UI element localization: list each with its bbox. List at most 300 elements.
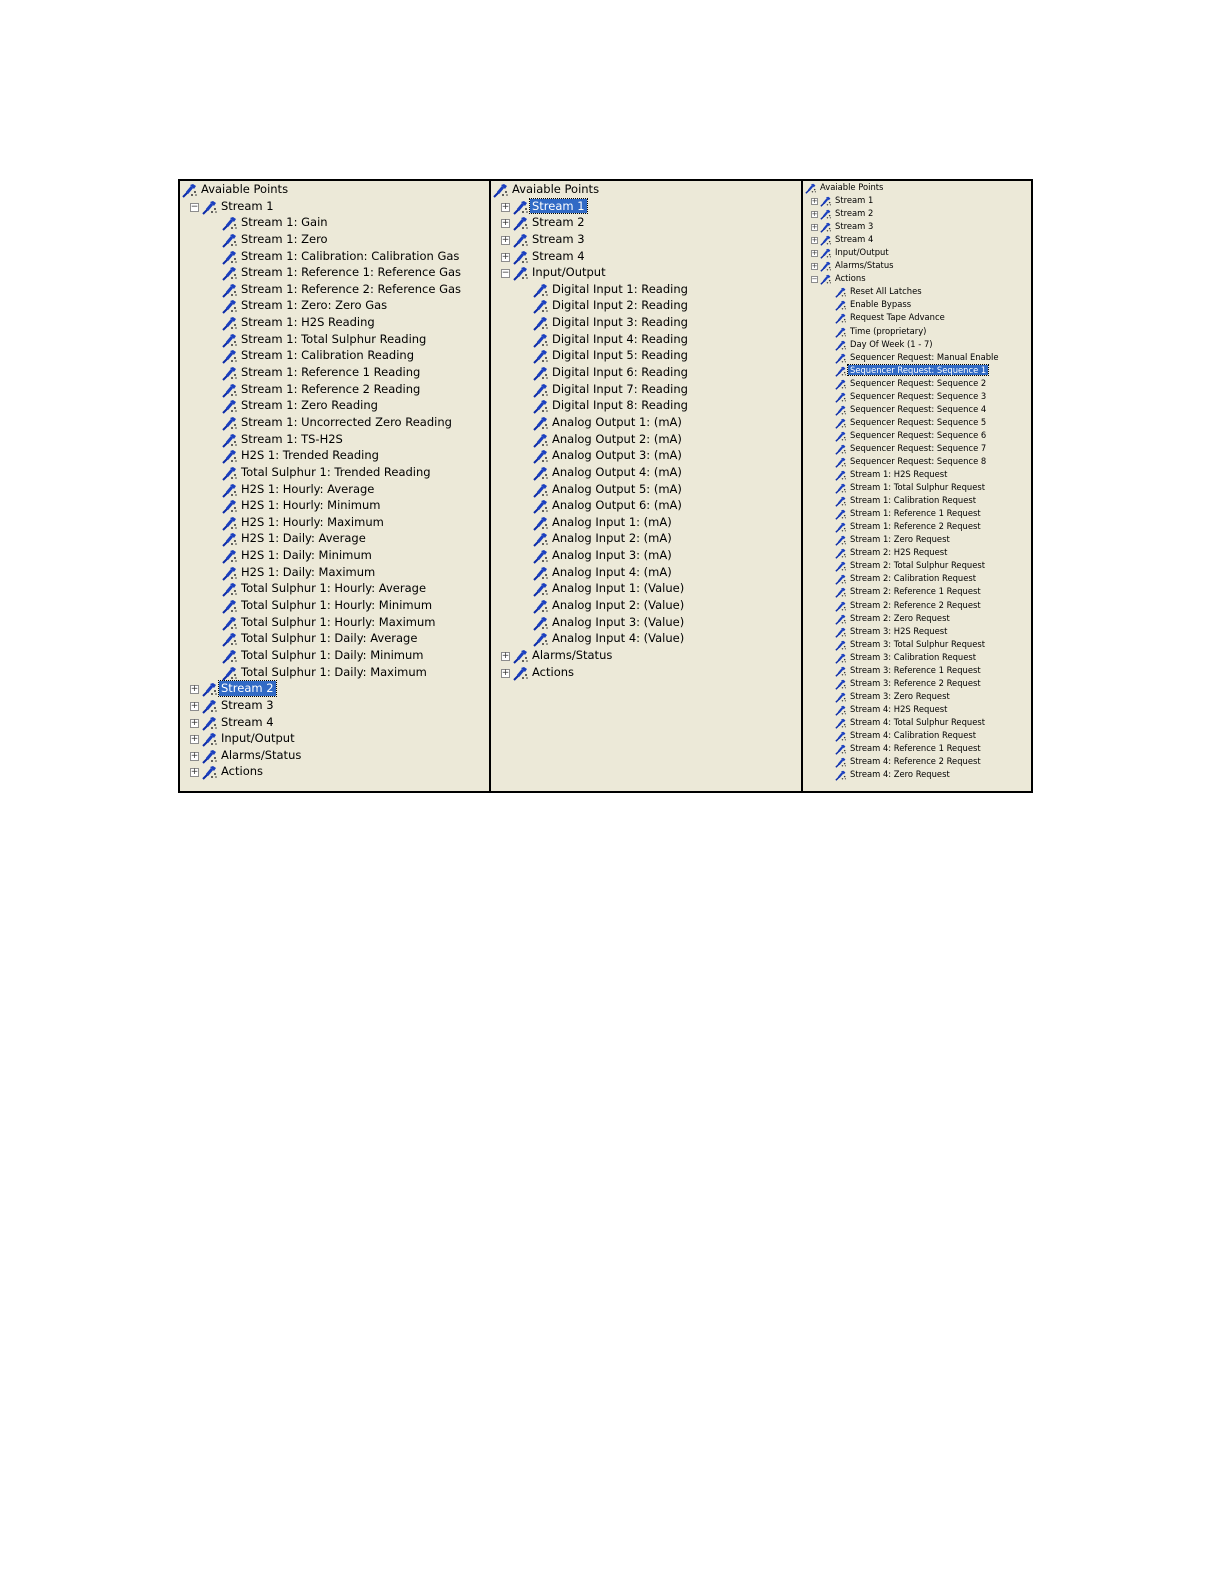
tree-item-label: Sequencer Request: Sequence 1 — [850, 364, 987, 375]
tree-item-label: Sequencer Request: Sequence 5 — [850, 416, 987, 427]
tree-leaf-item[interactable] — [803, 299, 1031, 312]
points-node-icon — [835, 405, 847, 416]
expand-icon[interactable]: + — [190, 684, 199, 695]
points-node-icon — [835, 601, 847, 612]
tree-leaf-item[interactable] — [491, 282, 801, 299]
tree-leaf-item[interactable] — [803, 508, 1031, 521]
tree-item-label: Stream 4: H2S Request — [850, 703, 948, 714]
tree-leaf-item[interactable] — [491, 548, 801, 565]
tree-leaf-item[interactable] — [803, 534, 1031, 547]
tree-leaf-item[interactable] — [803, 482, 1031, 495]
points-node-icon — [533, 616, 549, 631]
tree-item-label: Analog Input 2: (Value) — [552, 598, 685, 613]
tree-item-label: Analog Input 2: (mA) — [552, 531, 672, 546]
tree-leaf-item[interactable] — [180, 382, 489, 399]
tree-item-label: Stream 1: Reference 1: Reference Gas — [241, 265, 462, 280]
tree-group-node[interactable] — [491, 265, 801, 282]
points-node-icon — [835, 300, 847, 311]
tree-item-label: Digital Input 6: Reading — [552, 365, 688, 380]
tree-item-label: Total Sulphur 1: Hourly: Maximum — [241, 614, 436, 629]
tree-item-label: Stream 1: Zero Reading — [241, 398, 378, 413]
points-node-icon — [835, 614, 847, 625]
tree-group-node[interactable] — [491, 249, 801, 266]
tree-leaf-item[interactable] — [491, 298, 801, 315]
tree-leaf-item[interactable] — [180, 332, 489, 349]
tree-leaf-item[interactable] — [180, 398, 489, 415]
tree-item-label: Analog Input 3: (Value) — [552, 614, 685, 629]
tree-leaf-item[interactable] — [491, 382, 801, 399]
tree-item-label: Stream 3 — [835, 221, 874, 232]
tree-leaf-item[interactable] — [180, 665, 489, 682]
tree-group-node[interactable] — [180, 715, 489, 732]
tree-item-label: Sequencer Request: Sequence 7 — [850, 442, 987, 453]
tree-item-label: Total Sulphur 1: Daily: Maximum — [241, 664, 427, 679]
points-node-icon — [835, 535, 847, 546]
tree-leaf-item[interactable] — [180, 415, 489, 432]
tree-item-label: Avaiable Points — [512, 182, 600, 196]
tree-item-label: Sequencer Request: Sequence 4 — [850, 403, 987, 414]
tree-item-label: Stream 4: Reference 2 Request — [850, 756, 981, 767]
tree-item-label: Stream 4 — [221, 714, 274, 729]
points-node-icon — [222, 599, 238, 614]
tree-item-label: Stream 3 — [532, 231, 585, 246]
tree-leaf-item[interactable] — [180, 249, 489, 266]
tree-item-label: Day Of Week (1 - 7) — [850, 338, 933, 349]
tree-item-label: Stream 1: Reference 1 Request — [850, 508, 981, 519]
tree-group-node[interactable] — [180, 698, 489, 715]
tree-item-label: Stream 4: Calibration Request — [850, 729, 977, 740]
points-node-icon — [533, 299, 549, 314]
points-node-icon — [835, 679, 847, 690]
tree-leaf-item[interactable] — [803, 743, 1031, 756]
tree-leaf-item[interactable] — [803, 691, 1031, 704]
tree-item-label: Total Sulphur 1: Daily: Average — [241, 631, 418, 646]
points-node-icon — [835, 340, 847, 351]
tree-leaf-item[interactable] — [803, 339, 1031, 352]
points-node-icon — [222, 649, 238, 664]
tree-item-label: Digital Input 7: Reading — [552, 381, 688, 396]
points-node-icon — [835, 574, 847, 585]
expand-icon[interactable]: + — [501, 251, 510, 262]
tree-group-node[interactable] — [180, 681, 489, 698]
tree-leaf-item[interactable] — [803, 365, 1031, 378]
points-node-icon — [835, 744, 847, 755]
tree-root[interactable] — [180, 182, 489, 199]
collapse-icon[interactable]: − — [811, 275, 818, 284]
points-node-icon — [835, 327, 847, 338]
tree-leaf-item[interactable] — [180, 615, 489, 632]
tree-leaf-item[interactable] — [803, 573, 1031, 586]
tree-leaf-item[interactable] — [803, 613, 1031, 626]
tree-item-label: Analog Output 2: (mA) — [552, 431, 682, 446]
tree-leaf-item[interactable] — [803, 378, 1031, 391]
tree-leaf-item[interactable] — [491, 515, 801, 532]
tree-item-label: Total Sulphur 1: Hourly: Average — [241, 581, 427, 596]
tree-item-label: Actions — [221, 764, 264, 779]
tree-item-label: Digital Input 5: Reading — [552, 348, 688, 363]
tree-leaf-item[interactable] — [491, 315, 801, 332]
tree-leaf-item[interactable] — [803, 312, 1031, 325]
tree-item-label: Stream 1: TS-H2S — [241, 431, 343, 446]
points-node-icon — [222, 383, 238, 398]
tree-leaf-item[interactable] — [491, 465, 801, 482]
tree-item-label: Stream 1: Total Sulphur Request — [850, 482, 986, 493]
points-node-icon — [222, 449, 238, 464]
tree-leaf-item[interactable] — [803, 469, 1031, 482]
tree-leaf-item[interactable] — [491, 581, 801, 598]
points-node-icon — [222, 549, 238, 564]
tree-item-label: Stream 2: Calibration Request — [850, 573, 977, 584]
points-node-icon — [820, 209, 832, 220]
expand-icon[interactable]: + — [811, 262, 818, 271]
tree-leaf-item[interactable] — [491, 415, 801, 432]
tree-leaf-item[interactable] — [180, 581, 489, 598]
points-node-icon — [835, 313, 847, 324]
tree-leaf-item[interactable] — [180, 232, 489, 249]
points-node-icon — [835, 627, 847, 638]
tree-leaf-item[interactable] — [180, 531, 489, 548]
tree-leaf-item[interactable] — [491, 348, 801, 365]
points-node-icon — [835, 418, 847, 429]
tree-leaf-item[interactable] — [180, 448, 489, 465]
tree-item-label: Sequencer Request: Sequence 6 — [850, 429, 987, 440]
tree-item-label: Alarms/Status — [532, 647, 613, 662]
tree-item-label: Stream 1: Calibration: Calibration Gas — [241, 248, 460, 263]
collapse-icon[interactable]: − — [190, 201, 199, 212]
expand-icon[interactable]: + — [190, 767, 199, 778]
points-node-icon — [222, 366, 238, 381]
tree-item-label: Sequencer Request: Sequence 2 — [850, 377, 987, 388]
tree-leaf-item[interactable] — [803, 704, 1031, 717]
points-node-icon — [202, 716, 218, 731]
tree-leaf-item[interactable] — [803, 326, 1031, 339]
points-node-icon — [835, 561, 847, 572]
tree-group-node[interactable] — [803, 221, 1031, 234]
expand-icon[interactable]: + — [501, 667, 510, 678]
points-node-icon — [222, 266, 238, 281]
points-node-icon — [202, 765, 218, 780]
tree-item-label: Input/Output — [532, 265, 606, 280]
points-node-icon — [202, 200, 218, 215]
tree-group-node[interactable] — [491, 232, 801, 249]
expand-icon[interactable]: + — [811, 236, 818, 245]
tree-leaf-item[interactable] — [180, 548, 489, 565]
tree-leaf-item[interactable] — [180, 265, 489, 282]
tree-leaf-item[interactable] — [491, 448, 801, 465]
points-node-icon — [222, 333, 238, 348]
tree-leaf-item[interactable] — [180, 482, 489, 499]
tree-leaf-item[interactable] — [803, 717, 1031, 730]
points-node-icon — [533, 566, 549, 581]
tree-leaf-item[interactable] — [491, 531, 801, 548]
tree-item-label: Stream 4 — [835, 234, 874, 245]
tree-leaf-item[interactable] — [491, 365, 801, 382]
points-node-icon — [835, 287, 847, 298]
points-node-icon — [222, 416, 238, 431]
tree-item-label: Stream 2 — [221, 681, 274, 696]
points-node-icon — [820, 196, 832, 207]
points-node-icon — [222, 516, 238, 531]
points-node-icon — [835, 705, 847, 716]
tree-item-label: Stream 1: Gain — [241, 215, 328, 230]
tree-leaf-item[interactable] — [803, 756, 1031, 769]
tree-leaf-item[interactable] — [180, 298, 489, 315]
points-node-icon — [513, 649, 529, 664]
points-node-icon — [222, 299, 238, 314]
expand-icon[interactable]: + — [190, 750, 199, 761]
points-node-icon — [222, 216, 238, 231]
points-node-icon — [222, 499, 238, 514]
tree-item-label: Stream 1: Reference 2 Request — [850, 521, 981, 532]
tree-group-node[interactable] — [180, 764, 489, 781]
tree-leaf-item[interactable] — [180, 282, 489, 299]
points-node-icon — [820, 248, 832, 259]
tree-group-node[interactable] — [803, 260, 1031, 273]
points-node-icon — [222, 250, 238, 265]
expand-icon[interactable]: + — [501, 234, 510, 245]
tree-item-label: Avaiable Points — [201, 182, 289, 196]
tree-group-node[interactable] — [803, 247, 1031, 260]
points-node-icon — [835, 483, 847, 494]
tree-leaf-item[interactable] — [491, 432, 801, 449]
points-node-icon — [533, 466, 549, 481]
points-node-icon — [820, 261, 832, 272]
tree-leaf-item[interactable] — [491, 631, 801, 648]
points-node-icon — [533, 549, 549, 564]
tree-group-node[interactable] — [180, 748, 489, 765]
points-node-icon — [533, 516, 549, 531]
tree-leaf-item[interactable] — [803, 495, 1031, 508]
points-node-icon — [835, 457, 847, 468]
tree-leaf-item[interactable] — [491, 615, 801, 632]
points-node-icon — [835, 731, 847, 742]
tree-item-label: Analog Output 3: (mA) — [552, 448, 682, 463]
tree-leaf-item[interactable] — [803, 547, 1031, 560]
tree-leaf-item[interactable] — [180, 432, 489, 449]
tree-item-label: Stream 2: Zero Request — [850, 612, 950, 623]
tree-leaf-item[interactable] — [180, 215, 489, 232]
tree-leaf-item[interactable] — [803, 521, 1031, 534]
tree-leaf-item[interactable] — [803, 769, 1031, 782]
tree-leaf-item[interactable] — [803, 626, 1031, 639]
tree-item-label: H2S 1: Daily: Maximum — [241, 564, 376, 579]
points-node-icon — [222, 399, 238, 414]
tree-leaf-item[interactable] — [491, 482, 801, 499]
tree-item-label: Alarms/Status — [221, 747, 302, 762]
tree-item-label: Stream 1: Zero: Zero Gas — [241, 298, 388, 313]
tree-panel-middle — [489, 179, 803, 793]
points-node-icon — [222, 283, 238, 298]
tree-item-label: Stream 3 — [221, 697, 274, 712]
tree-leaf-item[interactable] — [803, 417, 1031, 430]
tree-leaf-item[interactable] — [180, 515, 489, 532]
tree-group-node[interactable] — [491, 665, 801, 682]
tree-leaf-item[interactable] — [491, 598, 801, 615]
tree-leaf-item[interactable] — [803, 730, 1031, 743]
tree-item-label: Total Sulphur 1: Hourly: Minimum — [241, 598, 433, 613]
tree-leaf-item[interactable] — [491, 398, 801, 415]
points-node-icon — [835, 470, 847, 481]
tree-item-label: Actions — [532, 664, 575, 679]
tree-leaf-item[interactable] — [180, 498, 489, 515]
tree-item-label: Stream 2: H2S Request — [850, 547, 948, 558]
tree-item-label: Total Sulphur 1: Trended Reading — [241, 464, 431, 479]
tree-group-node[interactable] — [491, 215, 801, 232]
expand-icon[interactable]: + — [811, 210, 818, 219]
points-node-icon — [533, 433, 549, 448]
tree-group-node[interactable] — [491, 648, 801, 665]
tree-item-label: H2S 1: Daily: Average — [241, 531, 366, 546]
tree-leaf-item[interactable] — [180, 365, 489, 382]
tree-leaf-item[interactable] — [803, 586, 1031, 599]
points-node-icon — [222, 532, 238, 547]
points-node-icon — [533, 532, 549, 547]
points-node-icon — [533, 599, 549, 614]
points-node-icon — [835, 640, 847, 651]
tree-leaf-item[interactable] — [180, 631, 489, 648]
tree-item-label: Analog Output 5: (mA) — [552, 481, 682, 496]
tree-item-label: Stream 3: Reference 2 Request — [850, 677, 981, 688]
tree-group-node[interactable] — [491, 199, 801, 216]
tree-item-label: Input/Output — [221, 731, 295, 746]
tree-group-node[interactable] — [180, 731, 489, 748]
tree-root[interactable] — [803, 182, 1031, 195]
points-node-icon — [835, 431, 847, 442]
available-points-tree — [180, 181, 489, 781]
points-node-icon — [493, 183, 509, 198]
expand-icon[interactable]: + — [811, 223, 818, 232]
points-node-icon — [820, 222, 832, 233]
tree-item-label: Actions — [835, 273, 866, 284]
tree-leaf-item[interactable] — [803, 665, 1031, 678]
tree-item-label: Stream 4: Zero Request — [850, 769, 950, 780]
tree-item-label: Stream 1: Reference 2: Reference Gas — [241, 281, 462, 296]
expand-icon[interactable]: + — [811, 197, 818, 206]
points-node-icon — [835, 353, 847, 364]
points-node-icon — [222, 632, 238, 647]
tree-leaf-item[interactable] — [803, 456, 1031, 469]
tree-leaf-item[interactable] — [803, 404, 1031, 417]
expand-icon[interactable]: + — [190, 734, 199, 745]
tree-group-node[interactable] — [180, 199, 489, 216]
tree-item-label: Sequencer Request: Sequence 3 — [850, 390, 987, 401]
points-node-icon — [533, 582, 549, 597]
tree-item-label: Stream 2: Total Sulphur Request — [850, 560, 986, 571]
points-node-icon — [533, 483, 549, 498]
tree-leaf-item[interactable] — [803, 639, 1031, 652]
points-node-icon — [182, 183, 198, 198]
tree-item-label: Stream 1: H2S Request — [850, 469, 948, 480]
expand-icon[interactable]: + — [811, 249, 818, 258]
tree-item-label: Digital Input 2: Reading — [552, 298, 688, 313]
tree-leaf-item[interactable] — [180, 648, 489, 665]
tree-leaf-item[interactable] — [803, 560, 1031, 573]
tree-item-label: Digital Input 8: Reading — [552, 398, 688, 413]
expand-icon[interactable]: + — [501, 218, 510, 229]
expand-icon[interactable]: + — [501, 650, 510, 661]
tree-item-label: Sequencer Request: Manual Enable — [850, 351, 999, 362]
tree-leaf-item[interactable] — [803, 430, 1031, 443]
tree-item-label: Input/Output — [835, 247, 889, 258]
tree-item-label: Digital Input 3: Reading — [552, 315, 688, 330]
tree-item-label: Time (proprietary) — [850, 325, 927, 336]
tree-leaf-item[interactable] — [180, 465, 489, 482]
tree-leaf-item[interactable] — [491, 498, 801, 515]
points-node-icon — [835, 770, 847, 781]
points-node-icon — [533, 316, 549, 331]
tree-item-label: Stream 1: Calibration Reading — [241, 348, 415, 363]
tree-leaf-item[interactable] — [803, 600, 1031, 613]
points-node-icon — [835, 496, 847, 507]
tree-leaf-item[interactable] — [180, 348, 489, 365]
tree-group-node[interactable] — [803, 234, 1031, 247]
points-node-icon — [202, 682, 218, 697]
points-node-icon — [222, 349, 238, 364]
points-node-icon — [222, 316, 238, 331]
points-node-icon — [533, 366, 549, 381]
tree-item-label: Stream 3: Zero Request — [850, 690, 950, 701]
tree-item-label: Stream 1: Zero — [241, 231, 328, 246]
tree-leaf-item[interactable] — [803, 652, 1031, 665]
tree-leaf-item[interactable] — [803, 391, 1031, 404]
tree-group-node[interactable] — [803, 273, 1031, 286]
tree-leaf-item[interactable] — [491, 565, 801, 582]
points-node-icon — [222, 566, 238, 581]
tree-leaf-item[interactable] — [803, 286, 1031, 299]
collapse-icon[interactable]: − — [501, 268, 510, 279]
tree-leaf-item[interactable] — [803, 678, 1031, 691]
points-node-icon — [533, 399, 549, 414]
tree-item-label: Stream 2: Reference 2 Request — [850, 599, 981, 610]
tree-item-label: Stream 3: H2S Request — [850, 625, 948, 636]
tree-root[interactable] — [491, 182, 801, 199]
tree-leaf-item[interactable] — [180, 598, 489, 615]
points-node-icon — [835, 548, 847, 559]
tree-leaf-item[interactable] — [803, 352, 1031, 365]
expand-icon[interactable]: + — [190, 700, 199, 711]
tree-item-label: Stream 2 — [835, 208, 874, 219]
points-node-icon — [202, 749, 218, 764]
points-node-icon — [533, 333, 549, 348]
tree-item-label: Stream 1: Uncorrected Zero Reading — [241, 414, 452, 429]
points-node-icon — [835, 509, 847, 520]
expand-icon[interactable]: + — [501, 201, 510, 212]
tree-group-node[interactable] — [803, 208, 1031, 221]
tree-leaf-item[interactable] — [803, 443, 1031, 456]
tree-item-label: Request Tape Advance — [850, 312, 945, 323]
points-node-icon — [222, 616, 238, 631]
tree-item-label: Analog Input 4: (mA) — [552, 564, 672, 579]
tree-leaf-item[interactable] — [180, 565, 489, 582]
points-node-icon — [835, 392, 847, 403]
tree-leaf-item[interactable] — [491, 332, 801, 349]
tree-leaf-item[interactable] — [180, 315, 489, 332]
tree-item-label: Analog Output 4: (mA) — [552, 464, 682, 479]
tree-item-label: Analog Input 3: (mA) — [552, 548, 672, 563]
tree-item-label: Stream 1 — [835, 195, 874, 206]
tree-item-label: Stream 2 — [532, 215, 585, 230]
tree-item-label: Alarms/Status — [835, 260, 894, 271]
expand-icon[interactable]: + — [190, 717, 199, 728]
tree-group-node[interactable] — [803, 195, 1031, 208]
points-node-icon — [533, 349, 549, 364]
tree-item-label: Stream 1: Calibration Request — [850, 495, 977, 506]
points-node-icon — [820, 274, 832, 285]
tree-item-label: Stream 1 — [221, 198, 274, 213]
points-node-icon — [533, 283, 549, 298]
points-node-icon — [533, 632, 549, 647]
tree-item-label: Stream 1: Reference 2 Reading — [241, 381, 421, 396]
